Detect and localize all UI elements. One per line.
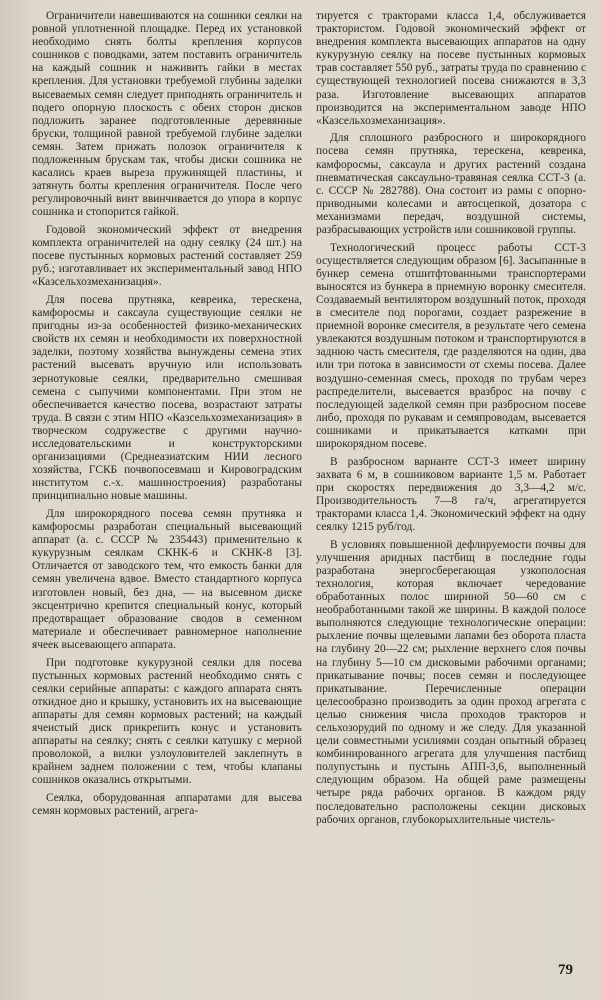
left-column bbox=[32, 10, 302, 831]
paragraph: Сеялка, оборудованная аппаратами для высева семян кормовых растений, агрега- bbox=[32, 791, 302, 818]
text-columns bbox=[32, 10, 587, 831]
paragraph: В разбросном варианте ССТ-3 имеет ширину захвата 6 м, в сошниковом варианте 1,5 м. Работает при скоростях передвижения до 3,3—4,2 м/с. Производительность 7—8 га/ч, агрегатируется тракторами класса 1,4. Экономический эффект на одну сеялку 1215 руб/год. bbox=[316, 455, 586, 534]
paragraph: В условиях повышенной дефлируемости почвы для улучшения аридных пастбищ в последние годы разработана энергосберегающая узкополосная технология, которая включает чередование обработанных полос шириной 50—60 см с необработанными такой же ширины. В каждой полосе выполняются следующие технологические операции: рыхление почвы щелевыми лапами без оборота пласта на глубину 20—22 см; рыхление верхнего слоя почвы на глубину 5—10 см дисковыми рабочими органами; прикатывание почвы; посев семян и последующее прикатывание. Перечисленные операции целесообразно производить за один проход агрегата с целью снижения числа проходов тракторов и сельхозорудий по одному и же следу. Для указанной цели совместными усилиями создан опытный образец комбинированного агрегата для улучшения пастбищ полупустынь и пустынь АПП-3,6, выполненный следующим образом. На общей раме размещены четыре ряда рабочих органов. В каждом ряду последовательно расположены секции дисковых рабочих органов, глубокорыхлительные чистель- bbox=[316, 538, 586, 826]
paragraph-continuation: тируется с тракторами класса 1,4, обслуживается трактористом. Годовой экономический эффект от внедрения комплекта высевающих аппаратов на одну кукурузную сеялку на посеве пустынных кормовых трав составляет 550 руб., затраты труда по сравнению с существующей технологией посева снижаются в 3,3 раза. Изготовление высевающих аппаратов производится на экспериментальном заводе НПО «Казсельхозмеханизация». bbox=[316, 10, 586, 127]
paragraph: При подготовке кукурузной сеялки для посева пустынных кормовых растений необходимо снять с сеялки серийные аппараты: с каждого аппарата снять откидное дно и крышку, установить их на высевающие аппараты для семян кормовых растений; на каждый ячеистый диск прикрепить конус и установить аппараты на сеялку; снять с сеялки катушку с мерной проволокой, а вилки узлоуловителей заклепнуть в крайнем заднем положении с тем, чтобы клапаны сошников оказались открытыми. bbox=[32, 656, 302, 787]
page-number: 79 bbox=[558, 962, 573, 978]
paragraph: Годовой экономический эффект от внедрения комплекта ограничителей на одну сеялку (24 шт.) на посеве пустынных кормовых растений составляет 259 руб.; изготавливает их экспериментальный завод НПО «Казсельхозмеханизация». bbox=[32, 224, 302, 289]
paragraph: Для широкорядного посева семян прутняка и камфоросмы разработан специальный высевающий аппарат (а. с. СССР № 235443) применительно к кукурузным сеялкам СКНК-6 и СКНК-8 [3]. Отличается от заводского тем, что емкость банки для семян увеличена вдвое. Вместо стандартного корпуса изготовлен новый, без дна, — на высевном диске эксцентрично крепится специальный конус, который предотвращает образование сводов в семенном материале и обеспечивает равномерное наполнение ячеек высевающего аппарата. bbox=[32, 507, 302, 651]
paragraph: Для сплошного разбросного и широкорядного посева семян прутняка, терескена, кевреика, камфоросмы, саксаула и других растений создана пневматическая саксаульно-травяная сеялка ССТ-3 (а. с. СССР № 282788). Она состоит из рамы с опорно-приводными колесами и автосцепкой, дозатора с механизмами передач, воздушной системы, разбрасывающих устройств или сошниковой группы. bbox=[316, 132, 586, 236]
paragraph: Для посева прутняка, кевреика, терескена, камфоросмы и саксаула существующие сеялки не пригодны из-за особенностей физико-механических свойств их семян и необходимости их поверхностной заделки, поэтому хозяйства вынуждены семена этих растений высевать вручную или использовать зернотуковые сеялки, предварительно смешивая семена с сыпучими компонентами. При этом не обеспечивается качество посева, возрастают затраты труда. В связи с этим НПО «Казсельхозмеханизация» в творческом содружестве с другими научно-исследовательскими и конструкторскими организациями (Среднеазиатским НИИ лесного хозяйства, ГСКБ почвопосевмаш и Кировоградским институтом с.-х. машиностроения) разработаны принципиально новые машины. bbox=[32, 293, 302, 503]
paragraph: Технологический процесс работы ССТ-3 осуществляется следующим образом [6]. Засыпанные в бункер семена отшитфтованными транспортерами выносятся из бункера в приемную воронку смесителя. Создаваемый вентилятором воздушный поток, проходя в смесителе под порогами, создает разрежение в приемной воронке смесителя, в результате чего семена увлекаются воздушным потоком и транспортируются в заднюю часть смесителя, где разделяются на один, два или три потока в зависимости от схемы посева. Далее воздушно-семенная смесь, проходя по трубам через распределители, высевается вразброс на почву с последующей заделкой семян при разбросном посеве либо, проходя по рукавам и семяпроводам, высевается сошниками и прикатывается катками при широкорядном посеве. bbox=[316, 241, 586, 450]
paragraph: Ограничители навешиваются на сошники сеялки на ровной уплотненной площадке. Перед их установкой необходимо снять болты крепления корпусов сошников с поводками, затем поставить ограничитель на каждый сошник и наживить гайки в местах крепления. Для установки требуемой глубины заделки высеваемых семян следует приподнять ограничитель и подего опорную плоскость с обеих сторон дисков подложить заранее подготовленные деревянные бруски, толщиной равной требуемой глубине заделки семян. Затем прижать полозок ограничителя к подложенным брускам так, чтобы диски сошника не касались краев выреза пружинящей пластины, и затянуть болты крепления ограничителя. После чего регулировочный винт ввинчивается до упора в корпус сошника и стопорится гайкой. bbox=[32, 10, 302, 219]
right-column bbox=[316, 10, 586, 831]
